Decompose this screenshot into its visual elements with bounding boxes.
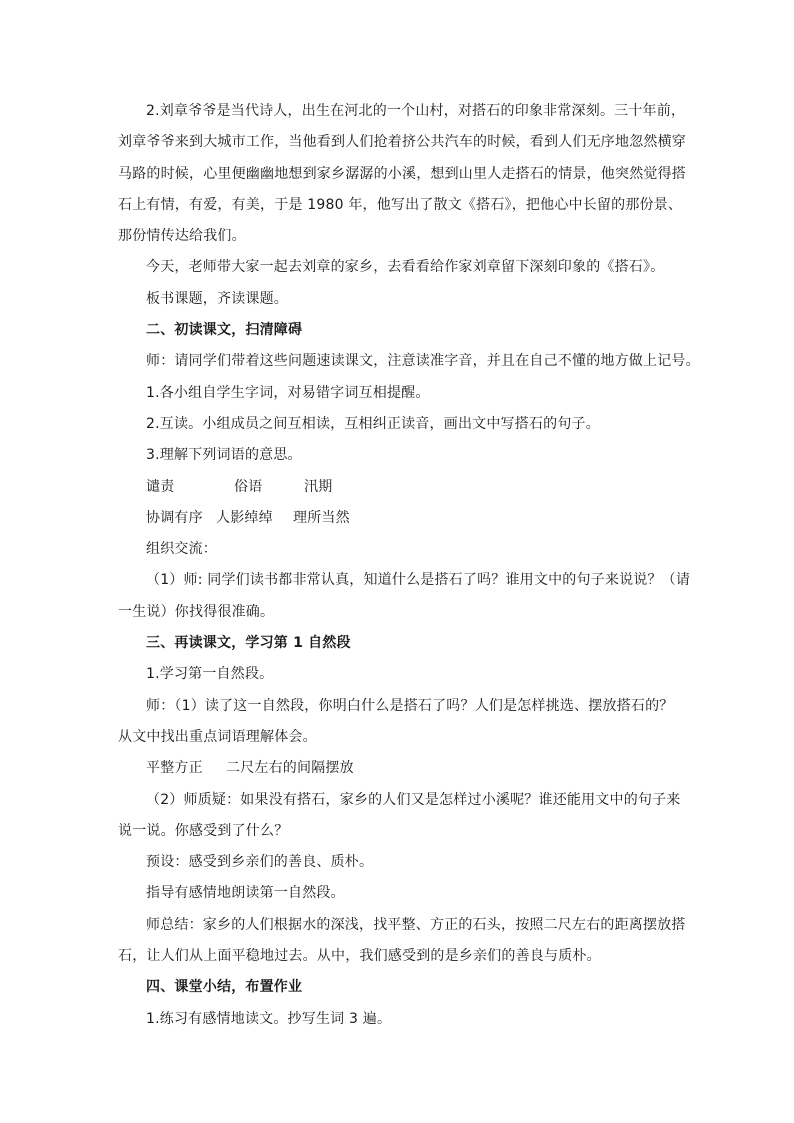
paragraph-line: （1）师: 同学们读书都非常认真，知道什么是搭石了吗？谁用文中的句子来说说？（请 <box>146 572 691 589</box>
paragraph-line: 师：请同学们带着这些问题速读课文，注意读准字音，并且在自己不懂的地方做上记号。 <box>146 353 700 370</box>
paragraph-line: 那份情传达给我们。 <box>118 228 246 245</box>
paragraph-line: 1.各小组自学生字词，对易错字词互相提醒。 <box>146 384 430 401</box>
paragraph-line: 石，让人们从上面平稳地过去。从中，我们感受到的是乡亲们的善良与质朴。 <box>118 948 601 965</box>
vocab-word: 理所当然 <box>293 509 350 526</box>
section-heading: 三、再读课文，学习第 1 自然段 <box>146 635 351 652</box>
paragraph-line: 师：（1）读了这一自然段，你明白什么是搭石了吗？人们是怎样挑选、摆放搭石的？ <box>146 697 674 714</box>
paragraph-line: 1.练习有感情地读文。抄写生词 3 遍。 <box>146 1010 392 1027</box>
paragraph-line: 说一说。你感受到了什么？ <box>118 822 289 839</box>
paragraph-line: 马路的时候，心里便幽幽地想到家乡潺潺的小溪，想到山里人走搭石的情景，他突然觉得搭 <box>118 165 686 182</box>
vocab-word: 俗语 <box>234 478 263 495</box>
vocab-word: 汛期 <box>304 478 333 495</box>
document-page <box>118 96 700 1035</box>
paragraph-line: 从文中找出重点词语理解体会。 <box>118 728 317 745</box>
vocab-word: 二尺左右的间隔摆放 <box>226 760 354 777</box>
vocab-word: 平整方正 <box>146 760 203 777</box>
paragraph-line: 石上有情，有爱，有美，于是 1980 年，他写出了散文《搭石》，把他心中长留的那份景、 <box>118 196 683 213</box>
vocab-word: 谴责 <box>146 478 175 495</box>
paragraph-line: （2）师质疑：如果没有搭石，家乡的人们又是怎样过小溪呢？谁还能用文中的句子来 <box>146 791 681 808</box>
paragraph-line: 刘章爷爷来到大城市工作，当他看到人们抢着挤公共汽车的时候，看到人们无序地忽然横穿 <box>118 134 686 151</box>
paragraph-line: 师总结：家乡的人们根据水的深浅，找平整、方正的石头，按照二尺左右的距离摆放搭 <box>146 916 686 933</box>
vocab-row <box>118 472 678 503</box>
paragraph-line: 预设：感受到乡亲们的善良、质朴。 <box>146 854 374 871</box>
paragraph-line: 今天，老师带大家一起去刘章的家乡，去看看给作家刘章留下深刻印象的《搭石》。 <box>146 259 665 276</box>
paragraph-line: 组织交流： <box>146 541 217 558</box>
vocab-word: 人影绰绰 <box>216 509 273 526</box>
paragraph-line: 指导有感情地朗读第一自然段。 <box>146 885 345 902</box>
paragraph-line: 3.理解下列词语的意思。 <box>146 447 302 464</box>
vocab-row <box>118 753 678 784</box>
paragraph-line: 2.刘章爷爷是当代诗人，出生在河北的一个山村，对搭石的印象非常深刻。三十年前， <box>146 103 686 119</box>
section-heading: 四、课堂小结，布置作业 <box>146 979 303 996</box>
section-heading: 二、初读课文，扫清障碍 <box>146 322 303 339</box>
paragraph-line: 板书课题，齐读课题。 <box>146 290 288 307</box>
vocab-word: 协调有序 <box>146 509 203 526</box>
paragraph-line: 1.学习第一自然段。 <box>146 666 274 683</box>
paragraph-line: 2.互读。小组成员之间互相读，互相纠正读音，画出文中写搭石的句子。 <box>146 415 600 432</box>
vocab-row <box>118 503 678 534</box>
paragraph-line: 一生说）你找得很准确。 <box>118 603 275 620</box>
